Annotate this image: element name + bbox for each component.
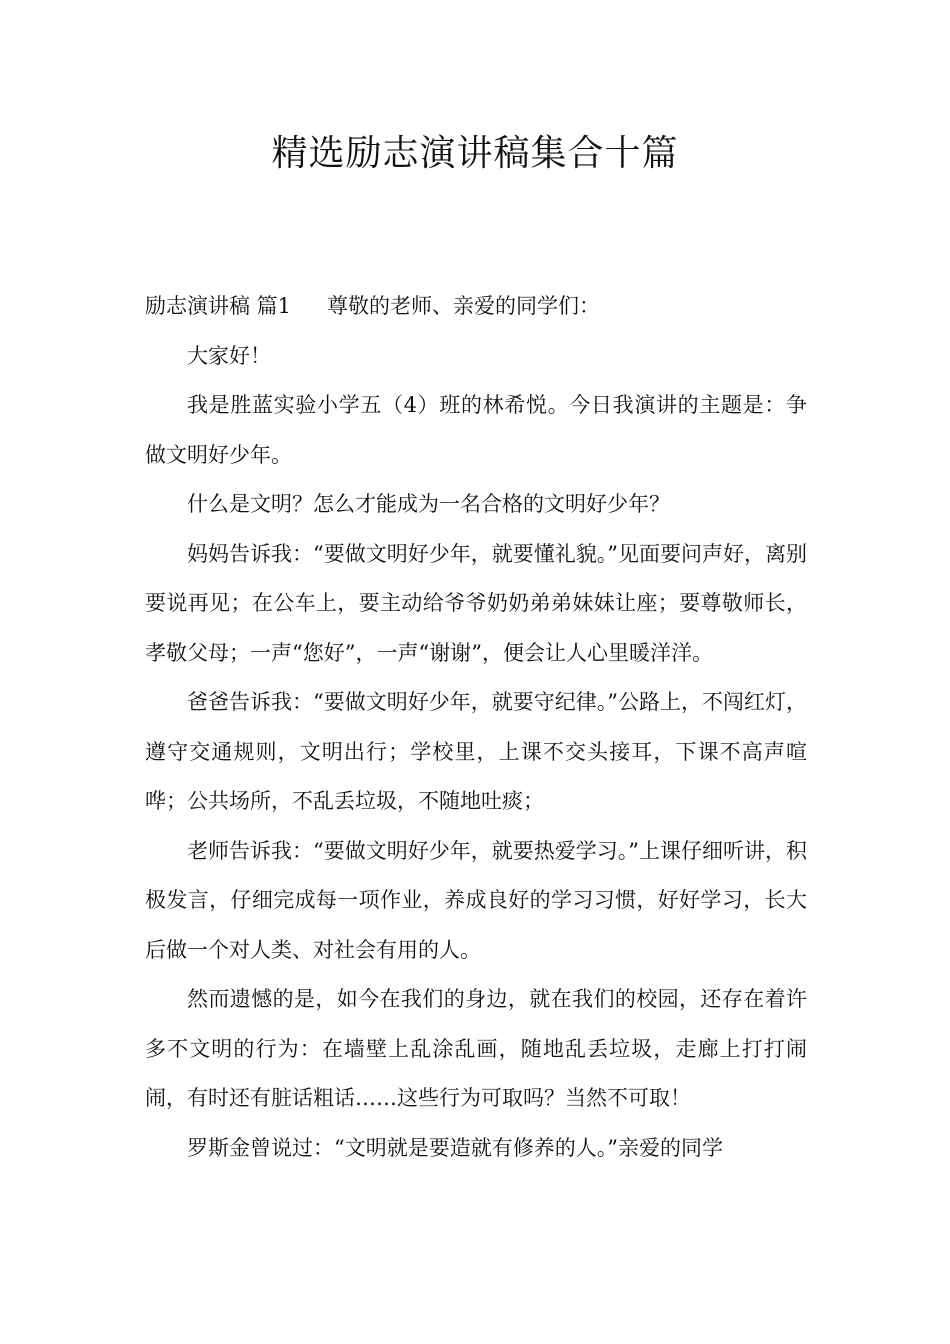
paragraph-2: 我是胜蓝实验小学五（4）班的林希悦。今日我演讲的主题是：争做文明好少年。	[145, 393, 807, 467]
salutation: 尊敬的老师、亲爱的同学们：	[327, 294, 601, 318]
paragraph-8: 罗斯金曾说过：“文明就是要造就有修养的人。”亲爱的同学	[187, 1135, 723, 1160]
section-label: 励志演讲稿 篇1	[145, 294, 292, 318]
document-body	[145, 282, 807, 1173]
paragraph-6: 老师告诉我：“要做文明好少年，就要热爱学习。”上课仔细听讲，积极发言，仔细完成每一项作业，养成良好的学习习惯，好好学习，长大后做一个对人类、对社会有用的人。	[145, 838, 807, 962]
paragraph-1: 大家好！	[187, 343, 271, 368]
paragraph-4: 妈妈告诉我：“要做文明好少年，就要懂礼貌。”见面要问声好，离别要说再见；在公车上，要主动给爷爷奶奶弟弟妹妹让座；要尊敬师长，孝敬父母；一声“您好”，一声“谢谢”，便会让人心里暖洋洋。	[145, 541, 807, 665]
first-line	[145, 282, 807, 332]
paragraph-7: 然而遗憾的是，如今在我们的身边，就在我们的校园，还存在着许多不文明的行为：在墙壁上乱涂乱画，随地乱丢垃圾，走廊上打打闹闹，有时还有脏话粗话……这些行为可取吗？当然不可取！	[145, 987, 807, 1110]
paragraph-3: 什么是文明？怎么才能成为一名合格的文明好少年？	[187, 492, 670, 516]
paragraph-5: 爸爸告诉我：“要做文明好少年，就要守纪律。”公路上，不闯红灯，遵守交通规则，文明出行；学校里，上课不交头接耳，下课不高声喧哗；公共场所，不乱丢垃圾，不随地吐痰；	[145, 690, 807, 813]
document-title: 精选励志演讲稿集合十篇	[271, 133, 679, 174]
